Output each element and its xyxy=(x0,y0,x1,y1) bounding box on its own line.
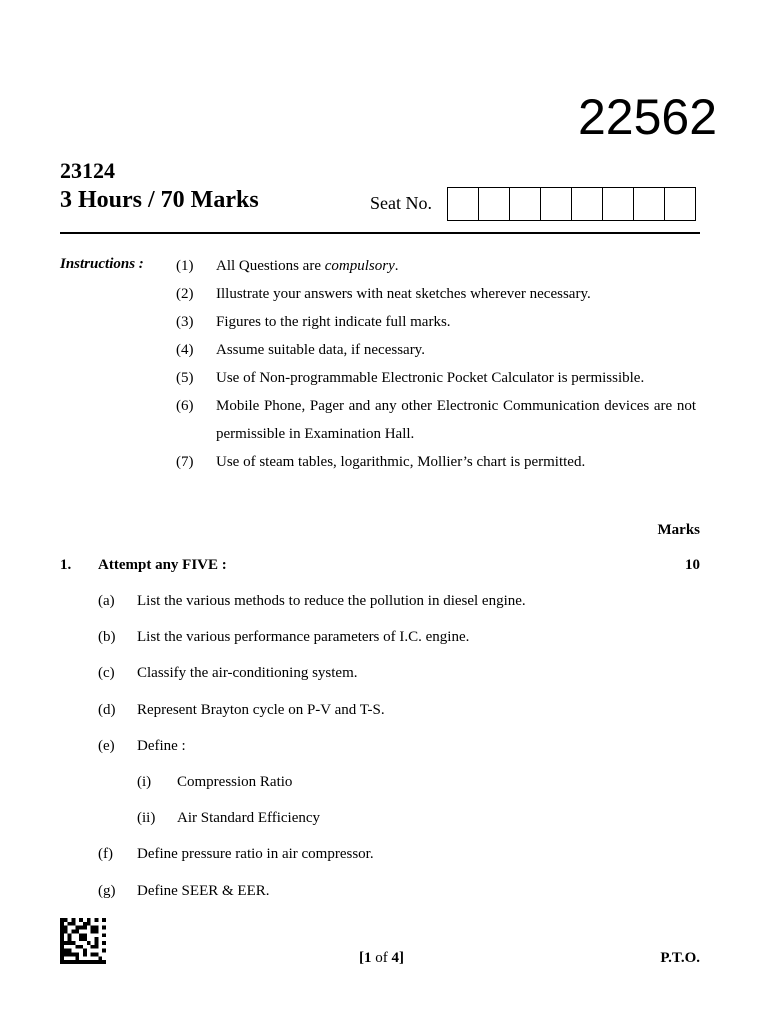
page-bracket-close: ] xyxy=(399,950,404,966)
seat-box[interactable] xyxy=(541,188,572,220)
instruction-number: (6) xyxy=(176,398,194,414)
instruction-item xyxy=(176,340,696,360)
seat-box[interactable] xyxy=(603,188,634,220)
instruction-item xyxy=(176,256,696,276)
instruction-text: Use of Non-programmable Electronic Pocket Calculator is permissible. xyxy=(216,370,645,386)
question-part-f xyxy=(98,846,374,863)
seat-box[interactable] xyxy=(665,188,696,220)
seat-box[interactable] xyxy=(479,188,510,220)
part-label: (c) xyxy=(98,665,115,681)
part-label: (g) xyxy=(98,883,116,899)
instruction-item xyxy=(176,284,696,304)
question-part-a xyxy=(98,593,526,610)
seat-box[interactable] xyxy=(572,188,603,220)
duration-marks: 3 Hours / 70 Marks xyxy=(60,187,259,213)
part-text: List the various methods to reduce the pollution in diesel engine. xyxy=(137,593,526,609)
page-current: 1 xyxy=(364,950,372,966)
part-label: (a) xyxy=(98,593,115,609)
part-label: (b) xyxy=(98,629,116,645)
instruction-text: Use of steam tables, logarithmic, Mollier’s chart is permitted. xyxy=(216,454,586,470)
seat-number-label: Seat No. xyxy=(370,193,432,213)
question-part-g xyxy=(98,883,269,900)
datamatrix-barcode-icon xyxy=(59,918,107,964)
instruction-item xyxy=(176,452,696,472)
instruction-text-main: All Questions are xyxy=(216,258,325,274)
instruction-item xyxy=(176,396,696,444)
part-text: Define pressure ratio in air compressor. xyxy=(137,846,374,862)
instruction-number: (7) xyxy=(176,454,194,470)
seat-box[interactable] xyxy=(510,188,541,220)
instruction-number: (1) xyxy=(176,258,194,274)
question-number: 1. xyxy=(60,557,72,573)
part-label: (d) xyxy=(98,702,116,718)
instruction-emphasis: compulsory xyxy=(324,258,395,274)
instruction-item xyxy=(176,312,696,332)
instruction-number: (4) xyxy=(176,342,194,358)
part-text: Define SEER & EER. xyxy=(137,883,270,899)
question-subpart-ii xyxy=(137,810,320,827)
question-part-c xyxy=(98,665,358,682)
instructions-list xyxy=(176,256,696,480)
instruction-text: Assume suitable data, if necessary. xyxy=(216,342,425,358)
part-text: Define : xyxy=(137,738,186,754)
instruction-text: Mobile Phone, Pager and any other Electronic Communication devices are not permissible in Examination Hall. xyxy=(216,398,696,442)
instruction-text xyxy=(216,256,696,276)
exam-code: 23124 xyxy=(60,158,115,183)
question-part-b xyxy=(98,629,469,646)
question-marks: 10 xyxy=(685,557,700,573)
page-bracket-open: [ xyxy=(359,950,364,966)
question-subpart-i xyxy=(137,774,292,791)
page-of: of xyxy=(371,950,392,966)
instruction-text: Figures to the right indicate full marks. xyxy=(216,314,451,330)
question-title: Attempt any FIVE : xyxy=(98,557,227,573)
marks-heading: Marks xyxy=(657,522,700,538)
seat-box[interactable] xyxy=(634,188,665,220)
seat-number-boxes[interactable] xyxy=(447,187,696,221)
instruction-text-tail: . xyxy=(394,258,399,274)
instructions-label: Instructions : xyxy=(60,256,144,272)
page-total: 4 xyxy=(391,950,399,966)
pto-label: P.T.O. xyxy=(660,950,700,966)
part-text: Represent Brayton cycle on P-V and T-S. xyxy=(137,702,385,718)
question-part-d xyxy=(98,702,385,719)
instruction-number: (3) xyxy=(176,314,194,330)
instruction-number: (2) xyxy=(176,286,194,302)
page-number xyxy=(359,950,404,967)
header-divider xyxy=(60,232,700,234)
subpart-label: (ii) xyxy=(137,810,156,826)
question-part-e xyxy=(98,738,186,755)
instruction-number: (5) xyxy=(176,370,194,386)
part-label: (e) xyxy=(98,738,115,754)
part-text: Classify the air-conditioning system. xyxy=(137,665,358,681)
instruction-item xyxy=(176,368,696,388)
subpart-label: (i) xyxy=(137,774,152,790)
subpart-text: Air Standard Efficiency xyxy=(177,810,321,826)
paper-code: 22562 xyxy=(578,89,718,145)
subpart-text: Compression Ratio xyxy=(177,774,293,790)
seat-box[interactable] xyxy=(448,188,479,220)
part-label: (f) xyxy=(98,846,113,862)
instruction-text: Illustrate your answers with neat sketches wherever necessary. xyxy=(216,286,591,302)
part-text: List the various performance parameters of I.C. engine. xyxy=(137,629,470,645)
